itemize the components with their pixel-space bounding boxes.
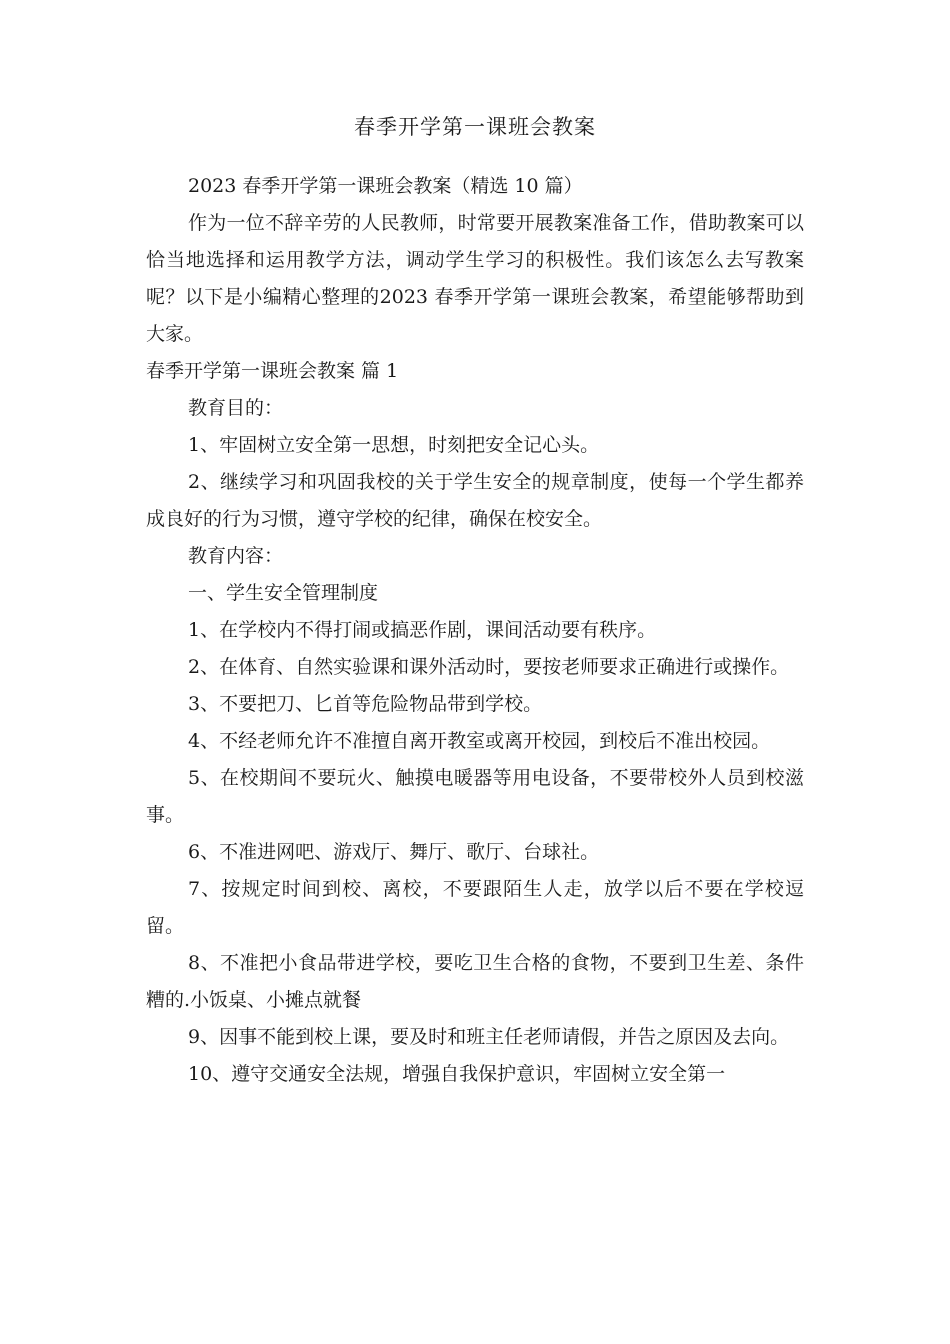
- paragraph-intro: 作为一位不辞辛劳的人民教师，时常要开展教案准备工作，借助教案可以恰当地选择和运用教学方法，调动学生学习的积极性。我们该怎么去写教案呢？以下是小编精心整理的2023 春季开学第一课班会教案，希望能够帮助到大家。: [146, 212, 804, 345]
- paragraph-rule-10: 10、遵守交通安全法规，增强自我保护意识，牢固树立安全第一: [188, 1063, 726, 1085]
- paragraph-goal-1: 1、牢固树立安全第一思想，时刻把安全记心头。: [188, 434, 600, 456]
- paragraph-goal-heading: 教育目的：: [188, 397, 284, 419]
- paragraph-rule-3: 3、不要把刀、匕首等危险物品带到学校。: [188, 693, 543, 715]
- paragraph-rule-8: 8、不准把小食品带进学校，要吃卫生合格的食物，不要到卫生差、条件糟的.小饭桌、小摊点就餐: [146, 952, 804, 1011]
- paragraph-rule-6: 6、不准进网吧、游戏厅、舞厅、歌厅、台球社。: [188, 841, 600, 863]
- paragraph-rule-4: 4、不经老师允许不准擅自离开教室或离开校园，到校后不准出校园。: [188, 730, 771, 752]
- section-heading: 春季开学第一课班会教案 篇 1: [146, 360, 399, 382]
- document-body: [146, 168, 804, 1093]
- paragraph-rule-9: 9、因事不能到校上课，要及时和班主任老师请假，并告之原因及去向。: [188, 1026, 790, 1048]
- paragraph-goal-2: 2、继续学习和巩固我校的关于学生安全的规章制度，使每一个学生都养成良好的行为习惯，遵守学校的纪律，确保在校安全。: [146, 471, 804, 530]
- paragraph-rule-5: 5、在校期间不要玩火、触摸电暖器等用电设备，不要带校外人员到校滋事。: [146, 767, 804, 826]
- paragraph-content-heading: 教育内容：: [188, 545, 284, 567]
- paragraph-subtitle: 2023 春季开学第一课班会教案（精选 10 篇）: [188, 175, 583, 197]
- document-title: 春季开学第一课班会教案: [354, 115, 596, 139]
- paragraph-rules-heading: 一、学生安全管理制度: [188, 582, 379, 604]
- paragraph-rule-7: 7、按规定时间到校、离校，不要跟陌生人走，放学以后不要在学校逗留。: [146, 878, 804, 937]
- paragraph-rule-1: 1、在学校内不得打闹或搞恶作剧，课间活动要有秩序。: [188, 619, 657, 641]
- paragraph-rule-2: 2、在体育、自然实验课和课外活动时，要按老师要求正确进行或操作。: [188, 656, 790, 678]
